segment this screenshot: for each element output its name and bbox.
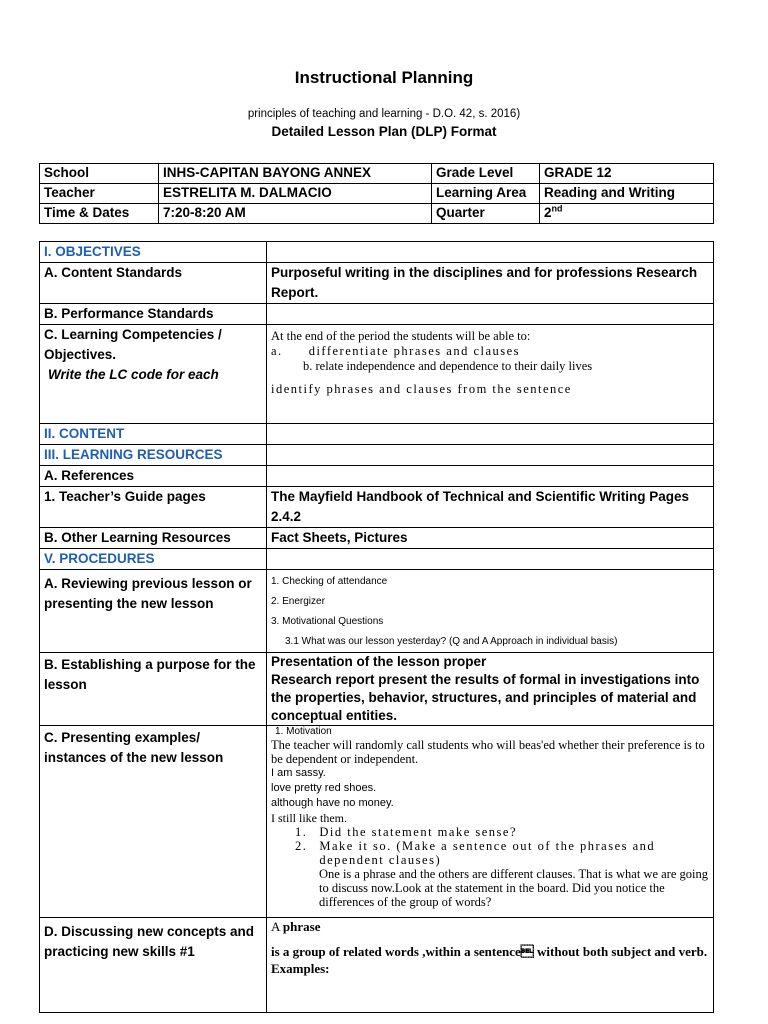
grade-value: GRADE 12 [540,164,714,184]
table-row [40,184,714,204]
objectives-heading: I. OBJECTIVES [40,242,267,263]
competency-a [271,344,709,359]
reviewing-label: A. Reviewing previous lesson or presenting the new lesson [40,570,267,653]
question-2 [271,839,709,867]
discussing-label: D. Discussing new concepts and practicing new skills #1 [40,918,267,1013]
motivation-heading: 1. Motivation [275,726,332,737]
purpose-line-1: Presentation of the lesson proper [271,654,487,669]
table-row [40,549,714,570]
competencies-value [267,325,714,424]
competencies-cell [40,325,267,424]
purpose-value [267,653,714,726]
resources-heading: III. LEARNING RESOURCES [40,445,267,466]
phrase-article: A [271,919,280,934]
other-resources-label: B. Other Learning Resources [40,528,267,549]
document-title: Instructional Planning [294,68,474,87]
examples-label: C. Presenting examples/ instances of the new lesson [40,726,267,918]
teacher-value: ESTRELITA M. DALMACIO [159,184,432,204]
dlp-format-title: Detailed Lesson Plan (DLP) Format [271,124,497,139]
table-row [40,164,714,184]
other-resources-value: Fact Sheets, Pictures [267,528,714,549]
table-row [40,304,714,325]
quarter-label: Quarter [432,204,540,224]
table-row [40,445,714,466]
list-item: 1. Checking of attendance [271,576,388,587]
purpose-line-2: Research report present the results of formal in investigations into the properties, behavior, structures, and principles of material and conceptual entities. [271,672,700,723]
list-item: 3.1 What was our lesson yesterday? (Q and A Approach in individual basis) [285,636,618,647]
table-row [40,204,714,224]
poem-line-2: love pretty red shoes. [271,782,377,794]
area-label: Learning Area [432,184,540,204]
document-subtitle: principles of teaching and learning - D.O. 42, s. 2016) [247,108,521,120]
lc-code-note: Write the LC code for each [48,367,219,382]
school-label: School [40,164,159,184]
table-row [40,263,714,304]
competencies-intro: At the end of the period the students will be able to: [271,329,531,343]
quarter-number: 2 [544,205,552,220]
info-table [39,163,714,224]
lesson-plan-table [39,241,714,1013]
time-value: 7:20-8:20 AM [159,204,432,224]
phrase-word: phrase [282,919,321,934]
teachers-guide-label: 1. Teacher’s Guide pages [40,487,267,528]
examples-heading: Examples: [271,961,330,976]
reviewing-value [267,570,714,653]
references-label: A. References [40,466,267,487]
purpose-label: B. Establishing a purpose for the lesson [40,653,267,726]
table-row [40,242,714,263]
table-row [40,570,714,653]
question-2-marker: 2. [295,839,308,853]
question-2-note: One is a phrase and the others are different clauses. That is what we are going to discuss now.Look at the statement in the board. Did you notice the differences of the group of words? [319,867,708,909]
teacher-label: Teacher [40,184,159,204]
performance-standards-label: B. Performance Standards [40,304,267,325]
examples-value [267,726,714,918]
question-1-text: Did the statement make sense? [319,825,517,839]
discussing-value [267,918,714,1013]
content-standards-value: Purposeful writing in the disciplines and for professions Research Report. [267,263,714,304]
question-2-text: Make it so. (Make a sentence out of the phrases and dependent clauses) [319,839,656,867]
school-value: INHS-CAPITAN BAYONG ANNEX [159,164,432,184]
list-item: 3. Motivational Questions [271,616,384,627]
teachers-guide-value: The Mayfield Handbook of Technical and Scientific Writing Pages 2.4.2 [267,487,714,528]
quarter-suffix: nd [551,203,563,214]
question-1-marker: 1. [295,825,308,839]
phrase-definition: is a group of related words ,within a sentence without both subject and verb. [271,944,708,959]
competency-a-text: differentiate phrases and clauses [308,344,521,358]
procedures-heading: V. PROCEDURES [40,549,267,570]
table-row [40,487,714,528]
competencies-label: C. Learning Competencies / Objectives. [44,327,222,362]
phrase-heading [271,918,709,935]
poem-line-1: I am sassy. [271,767,326,779]
table-row [40,653,714,726]
quarter-value [540,204,714,224]
question-1 [271,825,709,839]
competency-c: identify phrases and clauses from the sentence [271,382,572,396]
table-row [40,528,714,549]
competency-b: b. relate independence and dependence to their daily lives [303,359,593,373]
table-row [40,466,714,487]
poem-line-3: although have no money. [271,797,394,809]
content-standards-label: A. Content Standards [40,263,267,304]
time-label: Time & Dates [40,204,159,224]
area-value: Reading and Writing [540,184,714,204]
motivation-intro: The teacher will randomly call students who will beas'ed whether their preference is to be dependent or independent. [271,738,705,766]
list-item: 2. Energizer [271,596,325,607]
poem-line-4: I still like them. [271,811,347,825]
grade-label: Grade Level [432,164,540,184]
table-row [40,726,714,918]
table-row [40,918,714,1013]
table-row [40,325,714,424]
table-row [40,424,714,445]
content-heading: II. CONTENT [40,424,267,445]
competency-a-marker: a. [271,344,283,358]
